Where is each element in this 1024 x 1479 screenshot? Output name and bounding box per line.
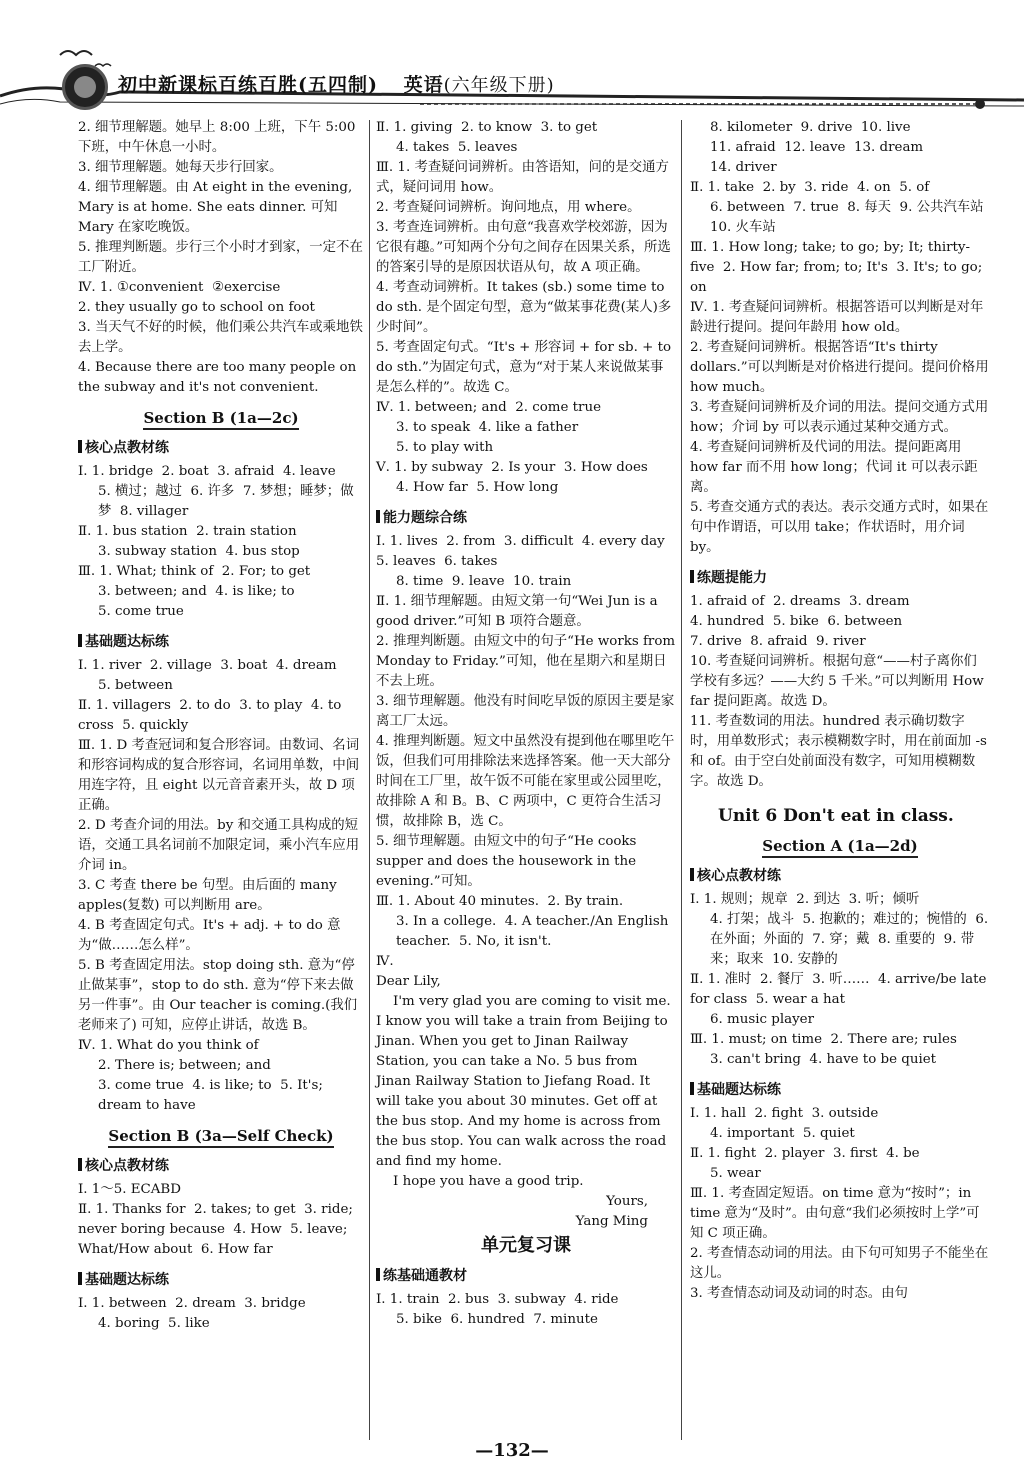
answer-line: 5. between [98,678,173,693]
answer-line: 11. afraid 12. leave 13. dream [710,140,924,155]
answer-line: 4. 考查动词辨析。It takes (sb.) some time to do sth. 是个固定句型，意为“做某事花费(某人)多少时间”。 [376,280,672,335]
answer-line: 5. 横过；越过 6. 许多 7. 梦想；睡梦；做梦 8. villager [98,484,354,519]
answer-line: 2. 推理判断题。由短文中的句子“He works from Monday to Friday.”可知，他在星期六和星期日不去上班。 [376,634,680,689]
exercise-category-heading: 基础题达标练 [78,632,364,652]
answer-line: 6. music player [710,1012,814,1027]
section-heading-text: Section A (1a—2d) [762,837,917,858]
answer-line: 3. 考查疑问词辨析及介词的用法。提问交通方式用 how；介词 by 可以表示通过某种交通方式。 [690,400,993,435]
answer-line: 3. to speak 4. like a father [396,420,579,435]
answer-line: Ⅱ. 1. Thanks for 2. takes; to get 3. ride; never boring because 4. How 5. leave; What/How about 6. How far [78,1202,358,1257]
answer-line: 4. 细节理解题。由 At eight in the evening, Mary is at home. She eats dinner. 可知 Mary 在家吃晚饭。 [78,180,357,235]
page-header [0,0,1024,118]
answer-line: 4. important 5. quiet [710,1126,855,1141]
answer-line: Ⅰ. 1. river 2. village 3. boat 4. dream [78,658,337,673]
answer-line: I hope you have a good trip. [376,1174,584,1189]
answer-line: 2. they usually go to school on foot [78,300,315,315]
answer-line: Ⅱ. 1. villagers 2. to do 3. to play 4. to cross 5. quickly [78,698,346,733]
answer-line: 5. wear [710,1166,761,1181]
review-heading: 单元复习课 [481,1235,571,1256]
answer-line: Ⅰ. 1. 规则；规章 2. 到达 3. 听；倾听 [690,892,920,907]
series-title: 初中新课标百练百胜(五四制) [118,74,378,96]
exercise-category-heading: 基础题达标练 [690,1080,990,1100]
answer-line: Ⅰ. 1～5. ECABD [78,1182,182,1197]
answer-line: Ⅴ. 1. by subway 2. Is your 3. How does [376,460,648,475]
answer-line: 3. 当天气不好的时候，他们乘公共汽车或乘地铁去上学。 [78,320,363,355]
answer-line: Ⅰ. 1. train 2. bus 3. subway 4. ride [376,1292,619,1307]
answer-line: 5. 推理判断题。步行三个小时才到家，一定不在工厂附近。 [78,240,363,275]
answer-line: 4. B 考查固定句式。It's + adj. + to do 意为“做……怎么样”。 [78,918,341,953]
answer-line: Ⅲ. 1. D 考查冠词和复合形容词。由数词、名词和形容词构成的复合形容词，名词用单数，中间用连字符，且 eight 以元音音素开头，故 D 项正确。 [78,738,360,813]
answer-line: Ⅱ. 1. 细节理解题。由短文第一句“Wei Jun is a good driver.”可知 B 项符合题意。 [376,594,662,629]
answer-line: 3. 细节理解题。他没有时间吃早饭的原因主要是家离工厂太远。 [376,694,675,729]
answer-line: 5. to play with [396,440,494,455]
answer-line: 3. between; and 4. is like; to [98,584,295,599]
page-number: —132— [475,1440,549,1461]
answer-line: 3. come true 4. is like; to 5. It's; dream to have [98,1078,328,1113]
answer-line: Ⅲ. 1. How long; take; to go; by; It; thirty-five 2. How far; from; to; It's 3. It's; to go; on [690,240,987,295]
exercise-category-heading: 核心点教材练 [78,1156,364,1176]
answer-line: 10. 考查疑问词辨析。根据句意“——村子离你们学校有多远？——大约 5 千米。”可以判断用 How far 提问距离。故选 D。 [690,654,988,709]
letter-signature-line: Yours, [606,1194,648,1209]
unit-heading: Unit 6 Don't eat in class. [718,806,954,826]
answer-line: 4. takes 5. leaves [396,140,518,155]
answer-line: 8. time 9. leave 10. train [396,574,572,589]
answer-column-1 [78,118,364,1334]
section-heading [78,408,364,428]
answer-line: 7. drive 8. afraid 9. river [690,634,866,649]
answer-line: Ⅰ. 1. between 2. dream 3. bridge [78,1296,306,1311]
answer-column-3 [690,118,993,1304]
answer-line: 4. boring 5. like [98,1316,210,1331]
exercise-category-heading: 能力题综合练 [376,508,676,528]
answer-line: Ⅰ. 1. bridge 2. boat 3. afraid 4. leave [78,464,336,479]
answer-line: Ⅳ. [376,954,394,969]
answer-line: Ⅰ. 1. lives 2. from 3. difficult 4. every day 5. leaves 6. takes [376,534,674,569]
answer-line: 4. hundred 5. bike 6. between [690,614,903,629]
answer-line: 5. 考查交通方式的表达。表示交通方式时，如果在句中作谓语，可以用 take；作状语时，用介词 by。 [690,500,989,555]
answer-line: 3. 考查连词辨析。由句意“我喜欢学校郊游，因为它很有趣。”可知两个分句之间存在因果关系，所选的答案引导的是原因状语从句，故 A 项正确。 [376,220,671,275]
exercise-category-heading: 核心点教材练 [78,438,364,458]
section-heading-text: Section B (3a—Self Check) [108,1127,333,1148]
answer-line: Ⅳ. 1. What do you think of [78,1038,259,1053]
answer-line: Ⅱ. 1. 准时 2. 餐厅 3. 听…… 4. arrive/be late for class 5. wear a hat [690,972,991,1007]
answer-line: 5. bike 6. hundred 7. minute [396,1312,598,1327]
column-divider [369,120,370,1440]
answer-line: Ⅳ. 1. 考查疑问词辨析。根据答语可以判断是对年龄进行提问。提问年龄用 how old。 [690,300,984,335]
answer-line: Ⅲ. 1. What; think of 2. For; to get [78,564,311,579]
answer-line: Ⅲ. 1. About 40 minutes. 2. By train. [376,894,624,909]
answer-line: 3. C 考查 there be 句型。由后面的 many apples(复数) 可以判断用 are。 [78,878,341,913]
answer-line: 1. afraid of 2. dreams 3. dream [690,594,910,609]
answer-line: 2. D 考查介词的用法。by 和交通工具构成的短语，交通工具名词前不加限定词，乘小汽车应用介词 in。 [78,818,360,873]
answer-line: 4. Because there are too many people on the subway and it's not convenient. [78,360,361,395]
answer-line: 3. 考查情态动词及动词的时态。由句 [690,1286,908,1301]
answer-line: 2. 考查情态动词的用法。由下句可知男子不能坐在这儿。 [690,1246,989,1281]
answer-line: Ⅱ. 1. take 2. by 3. ride 4. on 5. of [690,180,930,195]
answer-line: 5. come true [98,604,184,619]
answer-line: 3. 细节理解题。她每天步行回家。 [78,160,283,175]
grade-label: (六年级下册) [443,75,555,96]
answer-line: Ⅳ. 1. between; and 2. come true [376,400,601,415]
answer-line: 6. between 7. true 8. 每天 9. 公共汽车站 10. 火车站 [710,200,993,235]
answer-line: Ⅲ. 1. 考查疑问词辨析。由答语知，问的是交通方式，疑问词用 how。 [376,160,669,195]
answer-line: 4. 考查疑问词辨析及代词的用法。提问距离用 how far 而不用 how long；代词 it 可以表示距离。 [690,440,978,495]
answer-line: 4. 推理判断题。短文中虽然没有提到他在哪里吃午饭，但我们可用排除法来选择答案。他一天大部分时间在工厂里，故午饭不可能在家里或公园里吃，故排除 A 和 B。B、C 两项中，C 更符合生活习惯，故排除 B，选 C。 [376,734,675,829]
answer-line: 2. 细节理解题。她早上 8:00 上班，下午 5:00 下班，中午休息一小时。 [78,120,360,155]
exercise-category-heading: 基础题达标练 [78,1270,364,1290]
publisher-logo [62,64,108,110]
answer-line: 2. There is; between; and [98,1058,271,1073]
book-title [118,70,555,97]
letter-signature-line: Yang Ming [575,1214,648,1229]
answer-line: Ⅰ. 1. hall 2. fight 3. outside [690,1106,879,1121]
answer-line: 5. 细节理解题。由短文中的句子“He cooks supper and does the housework in the evening.”可知。 [376,834,641,889]
answer-line: 8. kilometer 9. drive 10. live [710,120,911,135]
answer-line: Ⅱ. 1. giving 2. to know 3. to get [376,120,598,135]
subject-label: 英语 [403,74,444,96]
answer-line: Ⅱ. 1. fight 2. player 3. first 4. be [690,1146,920,1161]
exercise-category-heading: 练基础通教材 [376,1266,676,1286]
answer-line: 4. 打架；战斗 5. 抱歉的；难过的；惋惜的 6. 在外面；外面的 7. 穿；戴 8. 重要的 9. 带来；取来 10. 安静的 [710,912,993,967]
answer-line: 4. How far 5. How long [396,480,559,495]
answer-column-2 [376,118,680,1330]
section-heading [690,836,990,856]
exercise-category-heading: 练题提能力 [690,568,990,588]
answer-line: 2. 考查疑问词辨析。根据答语“It's thirty dollars.”可以判断是对价格进行提问。提问价格用 how much。 [690,340,993,395]
answer-line: I'm very glad you are coming to visit me. I know you will take a train from Beijing to Jinan. When you get to Jinan Railway Station, you can take a No. 5 bus from Jinan Railway Station to Jiefang Road. It will take you about 30 minutes. Get off at the bus stop. And my home is across from the bus stop. You can walk across the road and find my home. [376,994,675,1169]
answer-line: 2. 考查疑问词辨析。询问地点，用 where。 [376,200,641,215]
answer-line: Ⅲ. 1. must; on time 2. There are; rules [690,1032,957,1047]
answer-line: 3. subway station 4. bus stop [98,544,300,559]
answer-line: 11. 考查数词的用法。hundred 表示确切数字时，用单数形式；表示模糊数字时，用在前面加 -s 和 of。由于空白处前面没有数字，可知用模糊数字。故选 D。 [690,714,992,789]
exercise-category-heading: 核心点教材练 [690,866,990,886]
section-heading [78,1126,364,1146]
answer-line: 5. 考查固定句式。“It's + 形容词 + for sb. + to do sth.”为固定句式，意为“对于某人来说做某事是怎么样的”。故选 C。 [376,340,676,395]
answer-line: 3. can't bring 4. have to be quiet [710,1052,937,1067]
answer-line: Ⅲ. 1. 考查固定短语。on time 意为“按时”；in time 意为“及时”。由句意“我们必须按时上学”可知 C 项正确。 [690,1186,980,1241]
answer-line: 5. B 考查固定用法。stop doing sth. 意为“停止做某事”，stop to do sth. 意为“停下来去做另一件事”。由 Our teacher is coming.(我们老师来了) 可知，应停止讲话，故选 B。 [78,958,358,1033]
answer-line: Ⅳ. 1. ①convenient ②exercise [78,280,281,295]
header-wave-decoration [0,0,1024,118]
section-heading-text: Section B (1a—2c) [143,409,298,430]
answer-line: 14. driver [710,160,777,175]
answer-line: Ⅱ. 1. bus station 2. train station [78,524,297,539]
answer-line: Dear Lily, [376,974,441,989]
answer-line: 3. In a college. 4. A teacher./An English teacher. 5. No, it isn't. [396,914,673,949]
column-divider [681,120,682,1440]
